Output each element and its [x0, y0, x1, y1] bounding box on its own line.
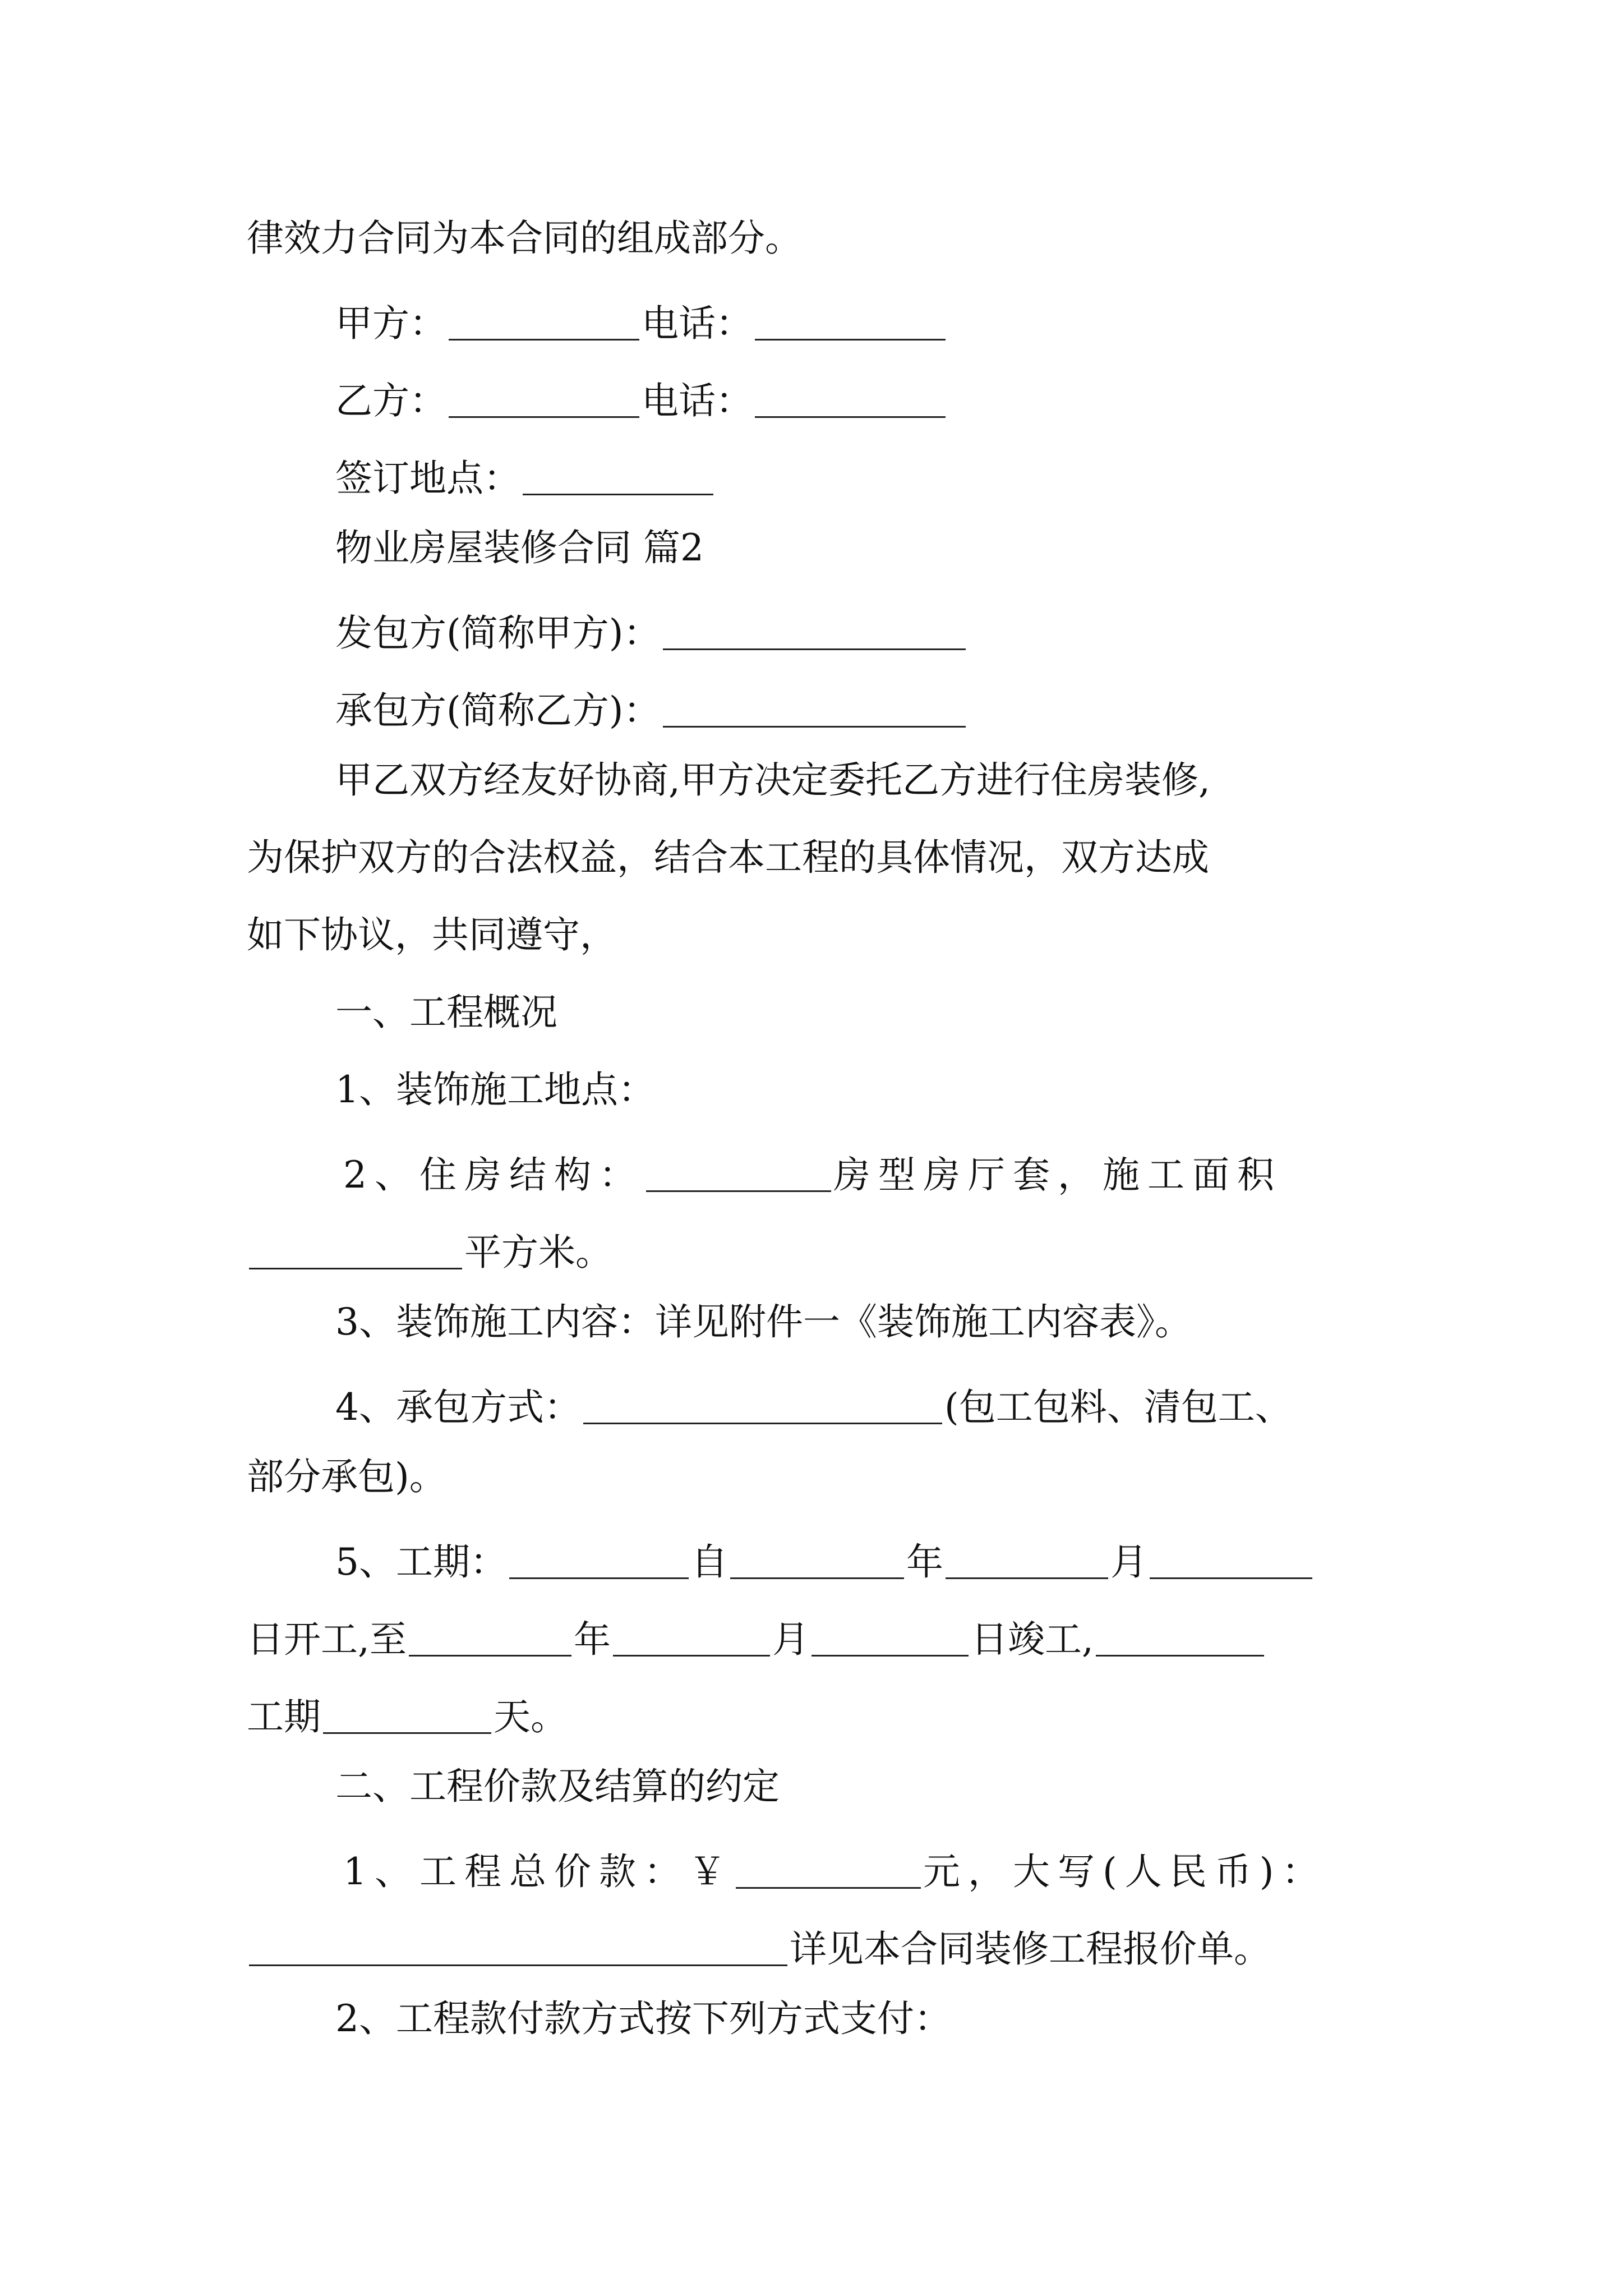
clause-text: 平方米。	[464, 1231, 612, 1274]
text-line	[247, 217, 802, 260]
structure-line	[343, 1149, 1282, 1197]
paragraph-text: 如下协议，共同遵守，	[247, 913, 617, 956]
clause-text: 3、装饰施工内容：详见附件一《装饰施工内容表》。	[335, 1300, 1192, 1343]
extra-blank[interactable]	[1096, 1618, 1264, 1657]
text-line	[247, 836, 1209, 879]
area-line	[247, 1226, 612, 1274]
end-month-blank[interactable]	[613, 1618, 770, 1657]
clause-text: 元，大写(人民币)：	[923, 1850, 1327, 1893]
paragraph-text: 律效力合同为本合同的组成部分。	[247, 217, 802, 260]
clause-text: 日竣工,	[970, 1618, 1094, 1661]
end-day-blank[interactable]	[811, 1618, 969, 1657]
clause-text: 年	[906, 1540, 943, 1584]
text-line	[335, 991, 557, 1034]
total-days-blank[interactable]	[323, 1695, 491, 1734]
price-words-blank[interactable]	[249, 1927, 787, 1966]
party-b-blank[interactable]	[449, 379, 639, 418]
clause-text: 1、装饰施工地点：	[335, 1068, 655, 1111]
party-a-blank[interactable]	[449, 302, 639, 341]
clause-text: 工期	[247, 1695, 321, 1738]
total-days-line	[247, 1691, 568, 1736]
signing-place-line	[335, 452, 716, 500]
contractor-blank[interactable]	[663, 689, 966, 728]
duration-blank[interactable]	[509, 1540, 689, 1579]
party-b-line	[335, 375, 948, 420]
total-price-line	[343, 1846, 1327, 1893]
clause-text: 自	[691, 1540, 728, 1584]
text-line	[335, 1765, 780, 1808]
party-a-line	[335, 297, 948, 345]
clause-text: 年	[573, 1618, 611, 1661]
clause-text: 2、工程款付款方式按下列方式支付：	[335, 1997, 951, 2040]
party-b-phone-blank[interactable]	[755, 379, 946, 418]
text-line	[335, 1997, 951, 2040]
contract-mode-line	[335, 1381, 1292, 1429]
paragraph-text: 为保护双方的合法权益，结合本工程的具体情况，双方达成	[247, 836, 1209, 879]
paragraph-text: 甲乙双方经友好协商,甲方决定委托乙方进行住房装修,	[335, 758, 1210, 802]
completion-line	[247, 1613, 1266, 1661]
contractor-line	[335, 684, 968, 732]
employer-blank[interactable]	[663, 611, 966, 650]
end-year-blank[interactable]	[409, 1618, 571, 1657]
text-line	[335, 758, 1210, 802]
price-words-line	[247, 1923, 1271, 1971]
clause-text: 月	[772, 1618, 809, 1661]
clause-text: 1、工程总价款：￥	[343, 1850, 734, 1893]
duration-line	[335, 1536, 1315, 1584]
text-line	[335, 1068, 655, 1111]
party-a-phone-blank[interactable]	[755, 302, 946, 341]
clause-text: 日开工,至	[247, 1618, 407, 1661]
field-label: 发包方(简称甲方)：	[335, 611, 661, 655]
clause-text: 详见本合同装修工程报价单。	[790, 1927, 1271, 1971]
field-label: 电话：	[642, 302, 753, 345]
clause-text: (包工包料、清包工、	[944, 1386, 1292, 1429]
clause-heading: 二、工程价款及结算的约定	[335, 1765, 780, 1808]
clause-text: 月	[1110, 1540, 1147, 1584]
area-blank[interactable]	[249, 1231, 462, 1269]
text-line	[335, 1300, 1192, 1343]
text-line	[247, 1455, 446, 1498]
structure-blank[interactable]	[646, 1153, 831, 1192]
clause-text: 房型房厅套，施工面积	[833, 1153, 1282, 1197]
clause-text: 天。	[494, 1695, 568, 1738]
signing-place-blank[interactable]	[523, 457, 713, 495]
field-label: 电话：	[642, 379, 753, 422]
clause-text: 2、住房结构：	[343, 1153, 644, 1197]
section-heading-line	[335, 526, 704, 569]
start-month-blank[interactable]	[946, 1540, 1108, 1579]
contract-mode-blank[interactable]	[583, 1386, 942, 1424]
field-label: 签订地点：	[335, 457, 520, 500]
employer-line	[335, 607, 968, 655]
start-day-blank[interactable]	[1150, 1540, 1312, 1579]
total-price-blank[interactable]	[736, 1850, 921, 1889]
field-label: 甲方：	[335, 302, 446, 345]
clause-text: 4、承包方式：	[335, 1386, 581, 1429]
field-label: 承包方(简称乙方)：	[335, 689, 661, 732]
start-year-blank[interactable]	[730, 1540, 904, 1579]
field-label: 乙方：	[335, 379, 446, 422]
clause-text: 部分承包)。	[247, 1455, 446, 1498]
section-heading: 物业房屋装修合同 篇2	[335, 526, 704, 569]
clause-text: 5、工期：	[335, 1540, 507, 1584]
clause-heading: 一、工程概况	[335, 991, 557, 1034]
text-line	[247, 913, 617, 956]
